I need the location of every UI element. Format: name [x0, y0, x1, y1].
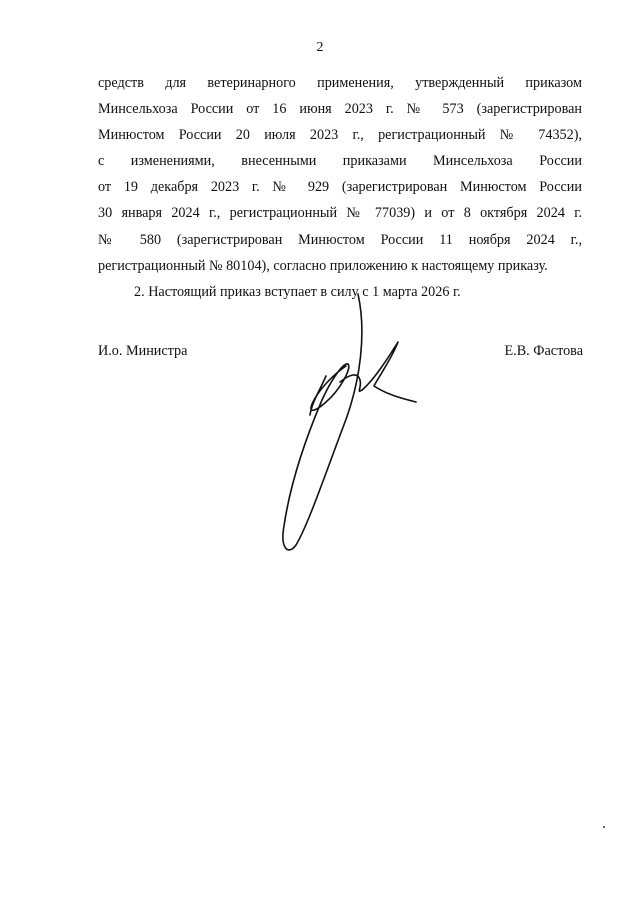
signature-stroke — [340, 375, 362, 391]
effective-date-paragraph: 2. Настоящий приказ вступает в силу с 1 марта 2026 г. — [134, 283, 461, 300]
signature-stroke — [283, 294, 362, 550]
signatory-name: Е.В. Фастова — [504, 343, 583, 359]
signatory-title: И.о. Министра — [98, 343, 188, 359]
paragraph-line: регистрационный № 80104), согласно приложению к настоящему приказу. — [98, 257, 548, 274]
paragraph-line: от 19 декабря 2023 г. № 929 (зарегистрирован Минюстом России — [98, 179, 582, 196]
paragraph-line: с изменениями, внесенными приказами Минсельхоза России — [98, 153, 582, 170]
paragraph-line: 30 января 2024 г., регистрационный № 77039) и от 8 октября 2024 г. — [98, 205, 582, 222]
page-number: 2 — [316, 40, 324, 55]
body-text — [98, 70, 582, 305]
handwritten-signature — [270, 290, 430, 560]
paragraph-line: Минсельхоза России от 16 июня 2023 г. № 573 (зарегистрирован — [98, 101, 582, 118]
signature-stroke — [362, 342, 416, 402]
paragraph-line: средств для ветеринарного применения, утвержденный приказом — [98, 75, 582, 91]
scan-speck — [603, 826, 605, 828]
paragraph-line: № 580 (зарегистрирован Минюстом России 11 ноября 2024 г., — [98, 231, 582, 248]
paragraph-line: Минюстом России 20 июля 2023 г., регистрационный № 74352), — [98, 127, 582, 144]
